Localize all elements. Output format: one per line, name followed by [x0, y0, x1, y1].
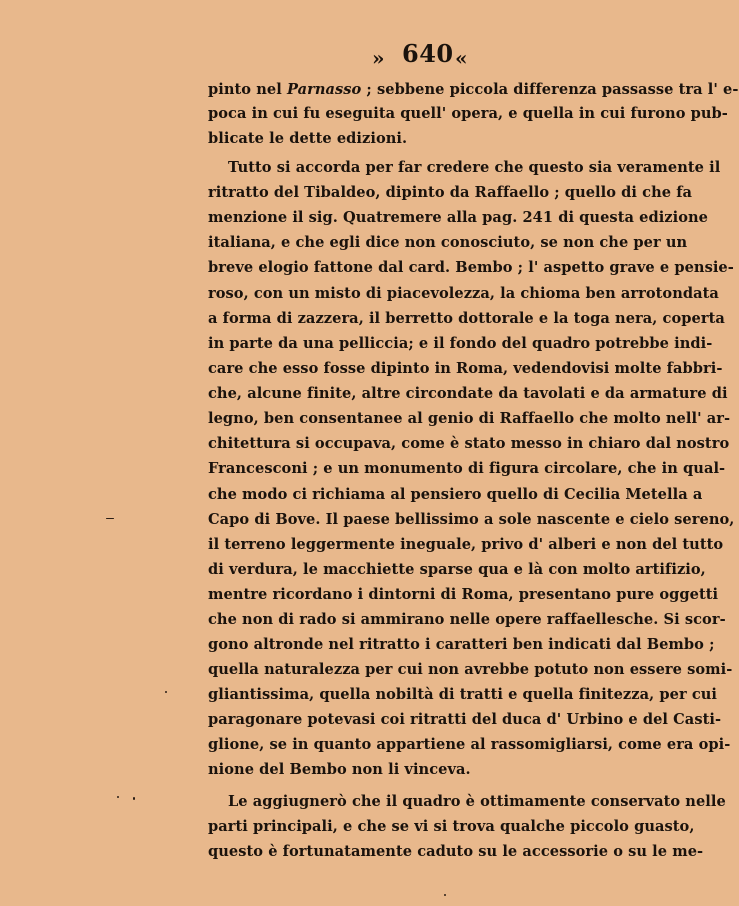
text-span: ; sebbene piccola differenza passasse tra l' e-: [361, 81, 739, 98]
text-line-11: in parte da una pelliccia; e il fondo del quadro potrebbe indi-: [208, 335, 713, 352]
text-line-29: Le aggiugnerò che il quadro è ottimamente conservato nelle: [228, 793, 726, 810]
text-span: pinto nel: [208, 81, 287, 98]
text-line-5: ritratto del Tibaldeo, dipinto da Raffaello ; quello di che fa: [208, 184, 693, 201]
left-margin-speck: [106, 518, 114, 519]
page-header: [0, 40, 700, 70]
text-line-7: italiana, e che egli dice non conosciuto, se non che per un: [208, 234, 688, 251]
text-line-13: che, alcune finite, altre circondate da tavolati e da armature di: [208, 385, 728, 402]
text-line-4: Tutto si accorda per far credere che questo sia veramente il: [228, 159, 721, 176]
text-line-1: [208, 78, 739, 102]
text-line-24: quella naturalezza per cui non avrebbe potuto non essere somi-: [208, 661, 733, 678]
text-line-14: legno, ben consentanee al genio di Raffaello che molto nell' ar-: [208, 410, 731, 427]
left-margin-speck: [165, 691, 167, 693]
text-line-3: blicate le dette edizioni.: [208, 130, 408, 147]
left-margin-speck: [117, 796, 119, 798]
text-line-2: poca in cui fu eseguita quell' opera, e quella in cui furono pub-: [208, 105, 728, 122]
text-line-27: glione, se in quanto appartiene al rassomigliarsi, come era opi-: [208, 736, 731, 753]
text-line-30: parti principali, e che se vi si trova qualche piccolo guasto,: [208, 818, 695, 835]
text-line-26: paragonare potevasi coi ritratti del duca d' Urbino e del Casti-: [208, 711, 722, 728]
text-line-20: di verdura, le macchiette sparse qua e là con molto artifizio,: [208, 561, 706, 578]
header-right-ornament: «: [455, 46, 468, 70]
text-line-19: il terreno leggermente ineguale, privo d' alberi e non del tutto: [208, 536, 724, 553]
text-line-16: Francesconi ; e un monumento di figura circolare, che in qual-: [208, 460, 726, 477]
page-number: 640: [402, 39, 454, 68]
text-line-22: che non di rado si ammirano nelle opere raffaellesche. Si scor-: [208, 611, 726, 628]
text-line-9: roso, con un misto di piacevolezza, la chioma ben arrotondata: [208, 285, 719, 302]
text-line-31: questo è fortunatamente caduto su le accessorie o su le me-: [208, 843, 704, 860]
text-line-6: menzione il sig. Quatremere alla pag. 241 di questa edizione: [208, 209, 709, 226]
bottom-speck: [444, 894, 446, 896]
header-left-ornament: »: [372, 46, 385, 70]
text-line-17: che modo ci richiama al pensiero quello di Cecilia Metella a: [208, 486, 703, 503]
text-line-15: chitettura si occupava, come è stato messo in chiaro dal nostro: [208, 435, 730, 452]
text-line-10: a forma di zazzera, il berretto dottorale e la toga nera, coperta: [208, 310, 725, 327]
text-line-25: gliantissima, quella nobiltà di tratti e quella finitezza, per cui: [208, 686, 718, 703]
text-line-8: breve elogio fattone dal card. Bembo ; l' aspetto grave e pensie-: [208, 259, 734, 276]
text-line-12: care che esso fosse dipinto in Roma, vedendovisi molte fabbri-: [208, 360, 723, 377]
italic-title-parnasso: Parnasso: [286, 81, 362, 98]
text-line-21: mentre ricordano i dintorni di Roma, presentano pure oggetti: [208, 586, 719, 603]
text-line-28: nione del Bembo non li vinceva.: [208, 761, 471, 778]
left-margin-speck: [133, 797, 135, 800]
text-line-23: gono altronde nel ritratto i caratteri ben indicati dal Bembo ;: [208, 636, 715, 653]
text-line-18: Capo di Bove. Il paese bellissimo a sole nascente e cielo sereno,: [208, 511, 735, 528]
